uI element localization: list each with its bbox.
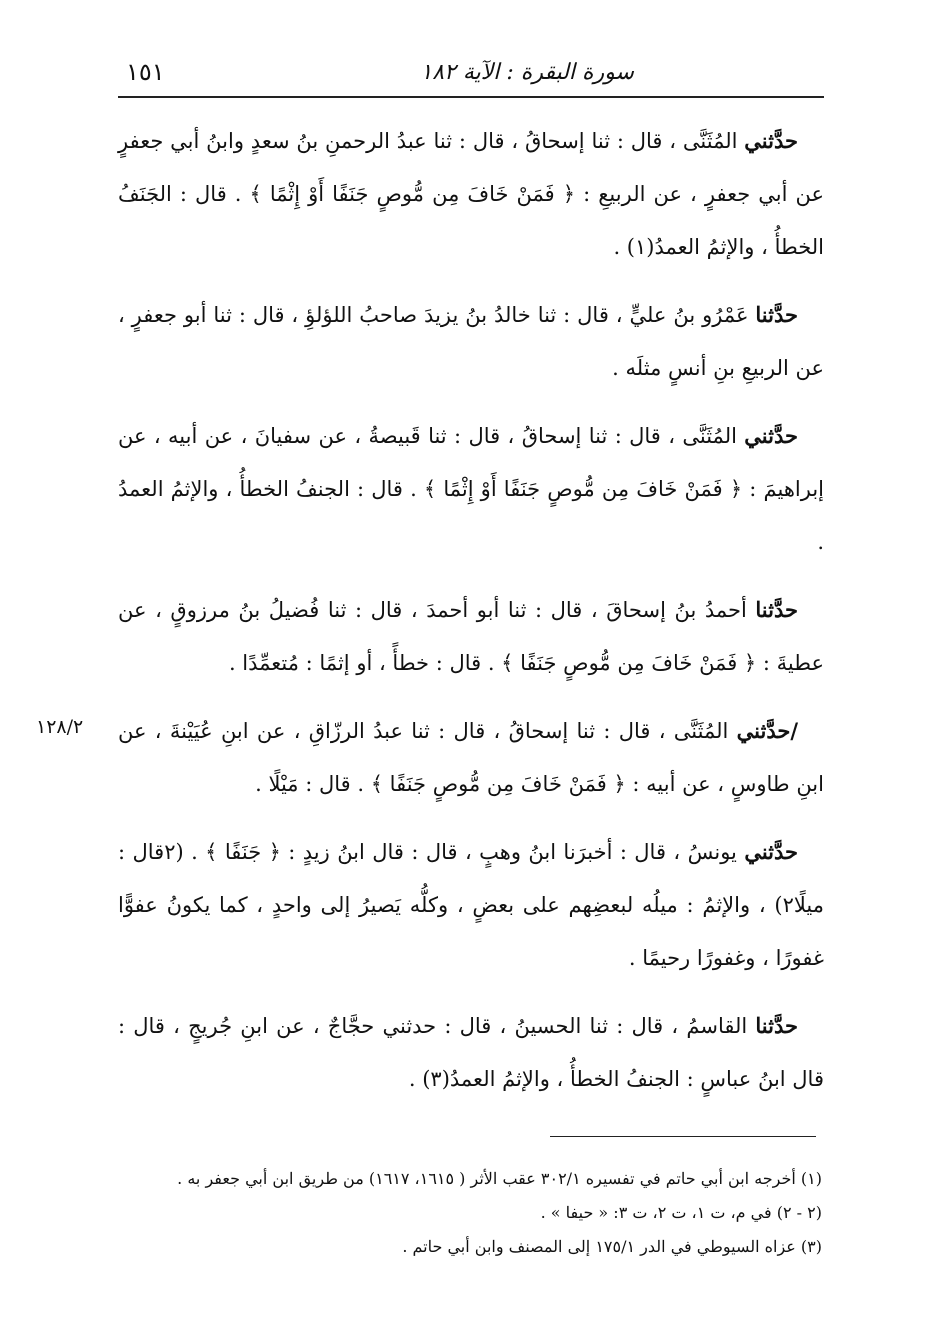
paragraph-text: القاسمُ ، قال : ثنا الحسينُ ، قال : حدثني حجَّاجٌ ، عن ابنِ جُريجٍ ، قال : قال ابنُ عباسٍ : الجنفُ الخطأُ ، والإثمُ العمدُ(٣) .: [118, 1014, 824, 1091]
paragraph-text: يونسُ ، قال : أخبرَنا ابنُ وهبٍ ، قال : قال ابنُ زيدٍ : ﴿ جَنَفًا ﴾ . (٢قال : ميلًا٢) ، والإثمُ : ميلُه لبعضِهم على بعضٍ ، وكلُّه يَصيرُ إلى واحدٍ ، كما يكونُ عفوًّا غفورًا ، وغفورًا رحيمًا .: [118, 840, 824, 970]
paragraph-text: المُثَنَّى ، قال : ثنا إسحاقُ ، قال : ثنا عبدُ الرزّاقِ ، عن ابنِ عُيَيْنةَ ، عن ابنِ طاوسٍ ، عن أبيه : ﴿ فَمَنْ خَافَ مِن مُّوصٍ جَنَفًا ﴾ . قال : مَيْلًا .: [118, 719, 824, 796]
footnotes: [108, 1162, 822, 1264]
narration-lead: حدَّثنا: [755, 302, 798, 327]
paragraph: [118, 409, 824, 569]
page-number: ١٥١: [126, 58, 165, 86]
paragraph-text: عَمْرُو بنُ عليٍّ ، قال : ثنا خالدُ بنُ يزيدَ صاحبُ اللؤلؤِ ، قال : ثنا أبو جعفرٍ ، عن الربيعِ بنِ أنسٍ مثلَه .: [118, 303, 824, 380]
paragraph: [118, 825, 824, 985]
narration-lead: حدَّثنا: [755, 597, 798, 622]
page-header: [118, 52, 824, 98]
footnote: (٢ - ٢) في م، ت ١، ت ٢، ت ٣: « حيفا » .: [540, 1203, 822, 1222]
paragraph: [118, 704, 824, 811]
narration-lead: /حدَّثني: [736, 718, 798, 743]
running-title: سورة البقرة : الآية ١٨٢: [420, 60, 634, 85]
margin-reference: ١٢٨/٢: [36, 716, 84, 738]
footnote: (٣) عزاه السيوطي في الدر ١٧٥/١ إلى المصنف وابن أبي حاتم .: [402, 1237, 822, 1256]
footnote: (١) أخرجه ابن أبي حاتم في تفسيره ٣٠٢/١ عقب الأثر ( ١٦١٥، ١٦١٧) من طريق ابن أبي جعفر به .: [177, 1169, 822, 1188]
main-text: [118, 114, 824, 1120]
footnote-divider: [550, 1136, 816, 1137]
paragraph: [118, 288, 824, 395]
paragraph: [118, 114, 824, 274]
paragraph-text: أحمدُ بنُ إسحاقَ ، قال : ثنا أبو أحمدَ ، قال : ثنا فُضيلُ بنُ مرزوقٍ ، عن عطيةَ : ﴿ فَمَنْ خَافَ مِن مُّوصٍ جَنَفًا ﴾ . قال : خطأً ، أو إثمًا : مُتعمِّدًا .: [118, 598, 824, 675]
paragraph: [118, 583, 824, 690]
narration-lead: حدَّثني: [744, 423, 798, 448]
narration-lead: حدَّثني: [744, 128, 798, 153]
paragraph: [118, 999, 824, 1106]
paragraph-text: المُثَنَّى ، قال : ثنا إسحاقُ ، قال : ثنا عبدُ الرحمنِ بنُ سعدٍ وابنُ أبي جعفرٍ عن أبي جعفرٍ ، عن الربيعِ : ﴿ فَمَنْ خَافَ مِن مُّوصٍ جَنَفًا أَوْ إِثْمًا ﴾ . قال : الجَنَفُ الخطأُ ، والإثمُ العمدُ(١) .: [118, 129, 824, 259]
paragraph-text: المُثَنَّى ، قال : ثنا إسحاقُ ، قال : ثنا قَبيصةُ ، عن سفيانَ ، عن أبيه ، عن إبراهيمَ : ﴿ فَمَنْ خَافَ مِن مُّوصٍ جَنَفًا أَوْ إِثْمًا ﴾ . قال : الجنفُ الخطأُ ، والإثمُ العمدُ .: [118, 424, 824, 554]
narration-lead: حدَّثنا: [755, 1013, 798, 1038]
narration-lead: حدَّثني: [744, 839, 799, 864]
